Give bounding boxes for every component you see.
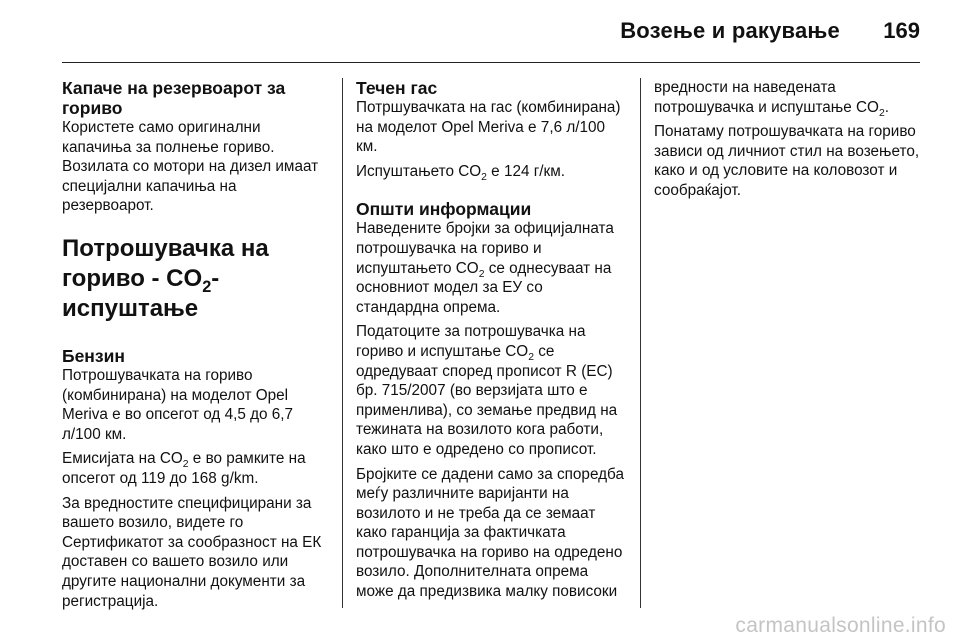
heading-petrol: Бензин — [62, 345, 125, 366]
column-divider — [342, 78, 343, 608]
page-title: Возење и ракување — [620, 18, 840, 43]
watermark-text: carmanualsonline.info — [735, 614, 946, 637]
paragraph-petrol: Потрошувачката на гориво (комбинирана) на моделот Opel Meriva е во опсегот од 4,5 до 6,7 л/100 км. — [62, 366, 294, 443]
paragraph-driving-style: Понатаму потрошувачката на гориво зависи од личниот стил на возењето, како и од условите на коловозот и сообраќајот. — [654, 123, 920, 199]
heading-general-info: Општи информации — [356, 199, 532, 220]
paragraph-lpg: Потршувачката на гас (комбинирана) на моделот Opel Meriva е 7,6 л/100 км. — [356, 99, 621, 156]
paragraph-general-3: Бројките се дадени само за споредба меѓу различните варијанти на возилото и не треба да се земаат како гаранција за фактичката потрошувачка на гориво на одредено возило. Дополнителната опрема може да предизвика малку повисоки — [356, 465, 624, 601]
paragraph-general-2: Податоците за потрошувачка на гориво и испуштање $CO_2$ се одредуваат според прописот R (EC) бр. 715/2007 (во верзијата што е применлива), со земање предвид на тежината на возилото кога работи, како што е одредено со прописот. — [356, 323, 618, 458]
column-divider — [640, 78, 641, 608]
paragraph-lpg-emission: Испуштањето $CO_2$ е 124 г/км. — [356, 162, 566, 183]
page-number: 169 — [883, 18, 920, 43]
column-1 — [62, 78, 332, 608]
paragraph-general-1: Наведените бројки за официјалната потрошувачка на гориво и испуштањето $CO_2$ се однесуваат на основниот модел за ЕУ со стандардна опрема. — [356, 220, 614, 316]
page-header — [62, 0, 920, 63]
column-3 — [654, 78, 924, 608]
heading-lpg: Течен гас — [356, 78, 438, 98]
paragraph-continued: вредности на наведената потрошувачка и испуштање $CO_2$. — [654, 79, 889, 119]
paragraph-values: За вредностите специфицирани за вашето возило, видете го Сертификатот за сообразност на ЕК доставен со вашето возило или другите национални документи за регистрација. — [62, 494, 322, 610]
paragraph-emission: Емисијата на $CO_2$ е во рамките на опсегот од 119 до 168 g/km. — [62, 450, 306, 487]
column-2 — [356, 78, 626, 608]
heading-fuel-cap: Капаче на резервоарот за гориво — [62, 78, 286, 118]
heading-fuel-consumption: Потрошувачка на гориво - $CO_2$-испуштање — [62, 234, 269, 322]
paragraph-fuel-cap: Користете само оригинални капачиња за полнење гориво. Возилата со мотори на дизел имаат специјални капачиња на резервоарот. — [62, 119, 319, 215]
